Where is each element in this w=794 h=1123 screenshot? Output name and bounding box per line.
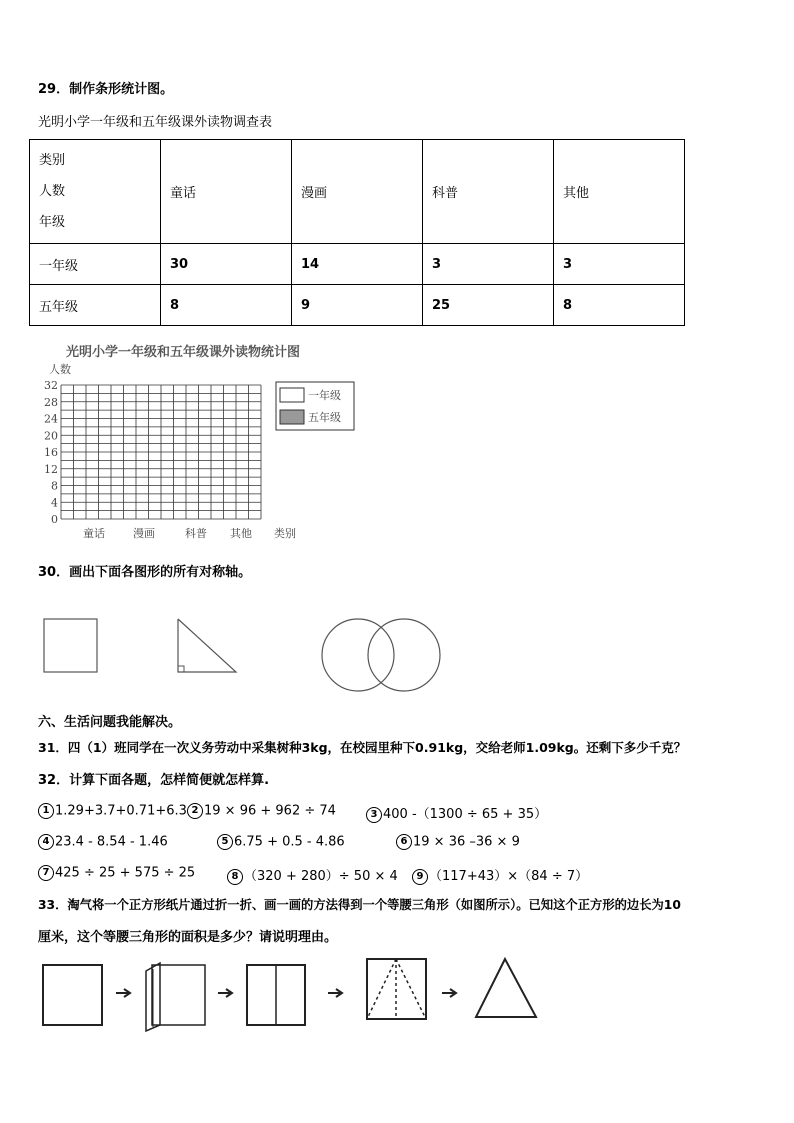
table-cell: 30 [161, 244, 292, 285]
q33-line2: 厘米，这个等腰三角形的面积是多少？请说明理由。 [38, 930, 338, 945]
x-category-label: 童话 [83, 527, 105, 540]
formula-expression: 19 × 96 + 962 ÷ 74 [204, 803, 336, 819]
column-header: 科普 [423, 140, 554, 244]
table-cell: 3 [554, 244, 685, 285]
formula-7 [38, 865, 195, 881]
isosceles-triangle [476, 959, 536, 1017]
formula-6 [396, 834, 520, 850]
y-axis-label: 人数 [49, 363, 71, 376]
table-cell: 14 [292, 244, 423, 285]
formula-number: 5 [217, 834, 233, 850]
x-axis-label: 类别 [274, 527, 296, 540]
y-tick-label: 20 [44, 429, 58, 443]
circle-left-shape [322, 619, 394, 691]
right-triangle-shape [178, 619, 236, 672]
formula-2 [187, 803, 336, 819]
table-row [30, 244, 685, 285]
arrow-icon [116, 989, 130, 997]
q33-line1: 33．淘气将一个正方形纸片通过折一折、画一画的方法得到一个等腰三角形（如图所示）。已知这个正方形的边长为10 [38, 898, 681, 912]
section6-title: 六、生活问题我能解决。 [38, 715, 182, 730]
table-corner-cell [30, 140, 161, 244]
formula-number: 7 [38, 865, 54, 881]
formula-1 [38, 803, 187, 819]
formula-8 [227, 865, 398, 885]
table-title: 光明小学一年级和五年级课外读物调查表 [38, 115, 273, 130]
formula-number: 9 [412, 869, 428, 885]
bar-chart [36, 338, 366, 548]
corner-label-grade: 年级 [39, 215, 66, 230]
y-tick-label: 16 [44, 446, 58, 459]
legend-swatch-grade1 [280, 388, 304, 402]
formula-expression: 6.75 + 0.5 - 4.86 [234, 834, 345, 850]
table-header-row [30, 140, 685, 244]
corner-label-category: 类别 [39, 153, 66, 168]
paper-folding [146, 963, 205, 1031]
arrow-icon [218, 989, 232, 997]
circle-right-shape [368, 619, 440, 691]
chart-grid [61, 385, 261, 519]
formula-4 [38, 834, 168, 850]
row-label: 五年级 [30, 285, 161, 326]
row-label: 一年级 [30, 244, 161, 285]
formula-expression: 400 -（1300 ÷ 65 + 35） [383, 807, 548, 822]
column-header: 其他 [554, 140, 685, 244]
formula-3 [366, 803, 547, 823]
x-category-label: 其他 [230, 527, 252, 540]
formula-expression: 1.29+3.7+0.71+6.3 [55, 803, 187, 819]
arrow-icon [328, 989, 342, 997]
corner-label-count: 人数 [39, 184, 66, 199]
formula-number: 4 [38, 834, 54, 850]
q30-figures [36, 600, 456, 700]
formula-expression: 23.4 - 8.54 - 1.46 [55, 834, 168, 850]
right-angle-mark [178, 666, 184, 672]
table-cell: 25 [423, 285, 554, 326]
y-tick-label: 0 [51, 513, 58, 526]
x-category-label: 科普 [185, 527, 207, 540]
formula-number: 3 [366, 807, 382, 823]
table-cell: 8 [161, 285, 292, 326]
arrow-icon [442, 989, 456, 997]
paper-square [43, 965, 102, 1025]
q29-title: 29．制作条形统计图。 [38, 82, 174, 97]
formula-number: 2 [187, 803, 203, 819]
y-tick-label: 24 [44, 412, 58, 426]
y-tick-label: 32 [44, 379, 58, 392]
y-tick-label: 28 [44, 395, 58, 409]
paper-creased [247, 965, 305, 1025]
formula-number: 1 [38, 803, 54, 819]
paper-drawn-triangle [367, 959, 426, 1019]
formula-expression: （320 + 280）÷ 50 × 4 [244, 869, 398, 884]
legend-label-grade1: 一年级 [308, 389, 341, 402]
q32-title: 32．计算下面各题，怎样简便就怎样算. [38, 773, 270, 788]
q33-folding-figures [36, 955, 546, 1035]
formula-expression: 19 × 36 –36 × 9 [413, 834, 520, 850]
formula-expression: （117+43）×（84 ÷ 7） [429, 869, 589, 884]
table-cell: 9 [292, 285, 423, 326]
column-header: 漫画 [292, 140, 423, 244]
table-cell: 3 [423, 244, 554, 285]
y-tick-label: 12 [44, 462, 58, 476]
formula-5 [217, 834, 345, 850]
table-cell: 8 [554, 285, 685, 326]
y-tick-labels [44, 379, 58, 526]
formula-expression: 425 ÷ 25 + 575 ÷ 25 [55, 865, 196, 881]
chart-title: 光明小学一年级和五年级课外读物统计图 [66, 345, 301, 360]
column-header: 童话 [161, 140, 292, 244]
q31-text: 31．四（1）班同学在一次义务劳动中采集树种3kg，在校园里种下0.91kg，交给老师1.09kg。还剩下多少千克？ [38, 740, 687, 755]
x-category-label: 漫画 [133, 527, 155, 540]
survey-table [29, 139, 685, 326]
square-shape [44, 619, 97, 672]
table-row [30, 285, 685, 326]
formula-number: 8 [227, 869, 243, 885]
y-tick-label: 4 [51, 496, 58, 510]
q30-title: 30．画出下面各图形的所有对称轴。 [38, 565, 252, 580]
chart-legend [276, 382, 354, 430]
x-category-labels [83, 526, 252, 540]
legend-label-grade5: 五年级 [308, 411, 341, 424]
formula-number: 6 [396, 834, 412, 850]
formula-9 [412, 865, 588, 885]
legend-swatch-grade5 [280, 410, 304, 424]
y-tick-label: 8 [51, 479, 58, 493]
